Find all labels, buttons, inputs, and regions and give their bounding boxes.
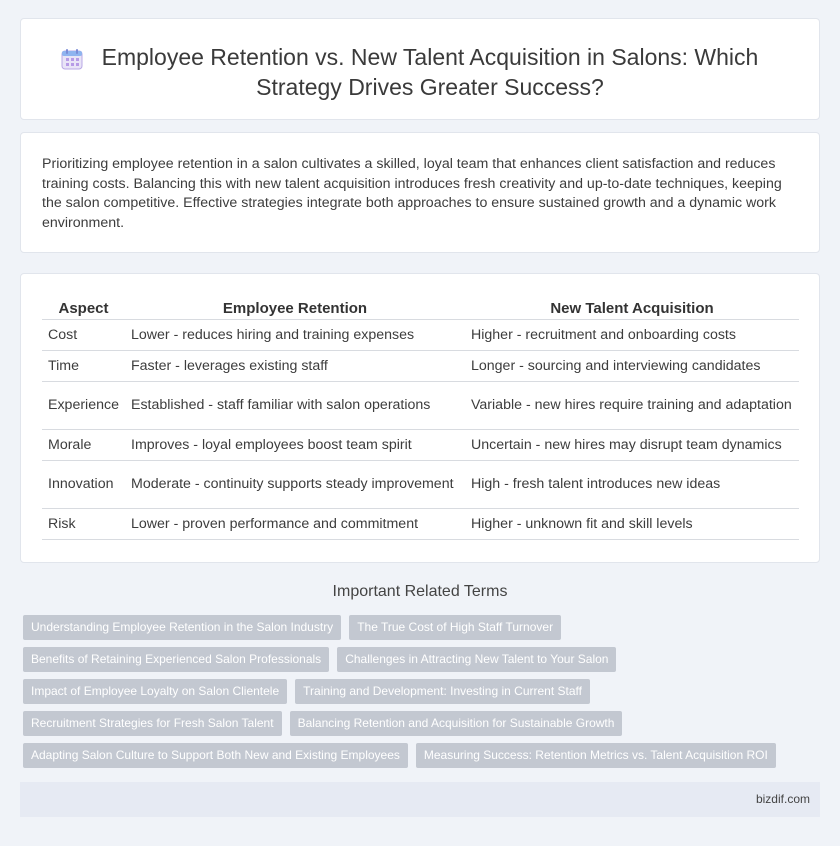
- row-acquisition: Higher - unknown fit and skill levels: [465, 508, 799, 539]
- table-row: [42, 429, 799, 460]
- related-tag[interactable]: Impact of Employee Loyalty on Salon Clientele: [23, 679, 287, 704]
- row-acquisition: Uncertain - new hires may disrupt team dynamics: [465, 429, 799, 460]
- title-card: [20, 18, 820, 120]
- header-retention: Employee Retention: [125, 295, 465, 319]
- footer-brand[interactable]: bizdif.com: [755, 792, 810, 806]
- row-retention: Lower - reduces hiring and training expenses: [125, 319, 465, 350]
- row-acquisition: Longer - sourcing and interviewing candidates: [465, 350, 799, 381]
- related-tag[interactable]: Challenges in Attracting New Talent to Your Salon: [337, 647, 616, 672]
- related-tag[interactable]: Benefits of Retaining Experienced Salon Professionals: [23, 647, 329, 672]
- table-row: [42, 460, 799, 508]
- header-aspect: Aspect: [42, 295, 125, 319]
- related-tag[interactable]: Measuring Success: Retention Metrics vs. Talent Acquisition ROI: [416, 743, 776, 768]
- tag-row: [23, 679, 598, 704]
- comparison-card: [20, 273, 820, 563]
- intro-card: [20, 132, 820, 253]
- intro-text: Prioritizing employee retention in a salon cultivates a skilled, loyal team that enhances client satisfaction and reduces training costs. Balancing this with new talent acquisition introduces fresh creativity and up-to-date techniques, keeping the salon competitive. Effective strategies integrate both approaches to ensure sustained growth and a dynamic work environment.: [42, 156, 782, 231]
- related-tag[interactable]: Adapting Salon Culture to Support Both New and Existing Employees: [23, 743, 408, 768]
- tag-row: [23, 743, 784, 768]
- row-aspect: Cost: [42, 319, 125, 350]
- row-retention: Established - staff familiar with salon operations: [125, 381, 465, 429]
- table-row: [42, 381, 799, 429]
- row-aspect: Innovation: [42, 460, 125, 508]
- table-row: [42, 319, 799, 350]
- table-row: [42, 350, 799, 381]
- related-tag[interactable]: Training and Development: Investing in Current Staff: [295, 679, 590, 704]
- row-retention: Moderate - continuity supports steady improvement: [125, 460, 465, 508]
- related-tag[interactable]: Recruitment Strategies for Fresh Salon Talent: [23, 711, 282, 736]
- row-retention: Lower - proven performance and commitment: [125, 508, 465, 539]
- related-tag[interactable]: Balancing Retention and Acquisition for Sustainable Growth: [290, 711, 623, 736]
- row-acquisition: Variable - new hires require training and adaptation: [465, 381, 799, 429]
- row-aspect: Morale: [42, 429, 125, 460]
- related-terms-title: Important Related Terms: [332, 583, 508, 600]
- related-tag[interactable]: The True Cost of High Staff Turnover: [349, 615, 561, 640]
- row-aspect: Experience: [42, 381, 125, 429]
- row-retention: Improves - loyal employees boost team spirit: [125, 429, 465, 460]
- tag-row: [23, 615, 569, 640]
- row-acquisition: High - fresh talent introduces new ideas: [465, 460, 799, 508]
- comparison-table: [42, 295, 799, 540]
- tag-row: [23, 711, 630, 736]
- table-row: [42, 508, 799, 539]
- page-title: Employee Retention vs. New Talent Acquisition in Salons: Which Strategy Drives Greater Success?: [101, 44, 759, 100]
- row-retention: Faster - leverages existing staff: [125, 350, 465, 381]
- row-aspect: Risk: [42, 508, 125, 539]
- row-acquisition: Higher - recruitment and onboarding costs: [465, 319, 799, 350]
- related-tag[interactable]: Understanding Employee Retention in the Salon Industry: [23, 615, 341, 640]
- header-acquisition: New Talent Acquisition: [465, 295, 799, 319]
- tag-row: [23, 647, 624, 672]
- footer: [20, 782, 820, 817]
- row-aspect: Time: [42, 350, 125, 381]
